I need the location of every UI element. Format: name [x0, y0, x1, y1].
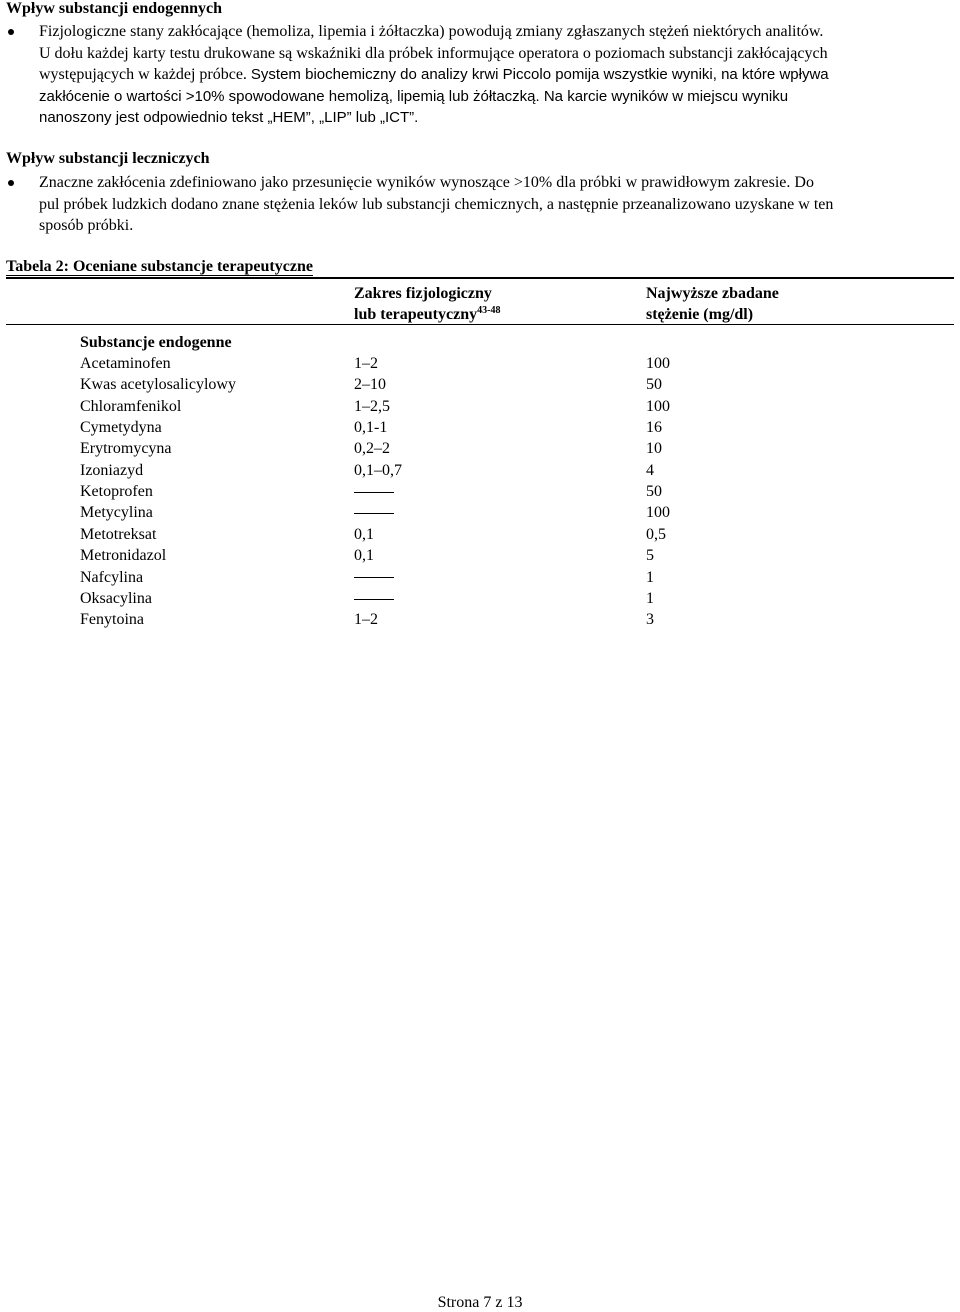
cell-substance: Erytromycyna [80, 440, 172, 458]
cell-range-dash [354, 481, 394, 502]
cell-max-concentration: 4 [646, 461, 654, 479]
cell-max-concentration: 5 [646, 547, 654, 565]
header-line: Zakres fizjologiczny [354, 285, 492, 302]
cell-max-concentration: 100 [646, 504, 670, 522]
column-header-range [354, 283, 500, 325]
cell-substance: Fenytoina [80, 611, 144, 629]
cell-range: 0,1–0,7 [354, 461, 402, 479]
table-row [0, 524, 960, 545]
table-row [0, 502, 960, 523]
text-line: Znaczne zakłócenia zdefiniowano jako przesunięcie wyników wynoszące >10% dla próbki w prawidłowym zakresie. Do [39, 174, 814, 191]
cell-range: 0,2–2 [354, 440, 390, 458]
cell-range-dash [354, 588, 394, 609]
section-heading-drugs: Wpływ substancji leczniczych [6, 150, 210, 167]
text-line [39, 64, 959, 86]
table-caption [6, 258, 313, 276]
header-line [354, 304, 500, 325]
dash-icon [354, 599, 394, 600]
text-line: zakłócenie o wartości >10% spowodowane hemolizą, lipemią lub żółtaczką. Na karcie wyników w miejscu wyniku [39, 87, 789, 105]
cell-max-concentration: 3 [646, 611, 654, 629]
cell-max-concentration: 100 [646, 397, 670, 415]
cell-max-concentration: 16 [646, 419, 662, 437]
header-line: stężenie (mg/dl) [646, 306, 754, 323]
cell-range: 1–2 [354, 611, 378, 629]
cell-range: 1–2 [354, 355, 378, 372]
dash-icon [354, 492, 394, 493]
cell-max-concentration: 1 [646, 568, 654, 586]
table-group-label: Substancje endogenne [80, 334, 232, 351]
dash-icon [354, 577, 394, 578]
cell-substance: Cymetydyna [80, 419, 162, 437]
cell-range: 0,1-1 [354, 419, 388, 437]
table-row [0, 567, 960, 588]
cell-range-dash [354, 502, 394, 523]
table-row [0, 588, 960, 609]
cell-substance: Kwas acetylosalicylowy [80, 376, 236, 394]
table-row [0, 417, 960, 438]
cell-range-dash [354, 567, 394, 588]
table-row [0, 438, 960, 459]
bullet-dot-icon [8, 180, 14, 186]
cell-substance: Chloramfenikol [80, 397, 182, 415]
bullet-text [39, 21, 959, 129]
table-row [0, 353, 960, 374]
text-line: Fizjologiczne stany zakłócające (hemoliza, lipemia i żółtaczka) powodują zmiany zgłaszanych stężeń niektórych analitów. [39, 23, 824, 40]
table-row [0, 609, 960, 630]
cell-range: 1–2,5 [354, 397, 390, 415]
table-row [0, 545, 960, 566]
cell-range: 0,1 [354, 547, 374, 565]
table-caption-text: Tabela 2: Oceniane substancje terapeutyczne [6, 258, 313, 275]
header-text: lub terapeutyczny [354, 306, 478, 323]
text-fragment-sans: System biochemiczny do analizy krwi Piccolo pomija wszystkie wyniki, na które wpływa [250, 66, 829, 83]
cell-substance: Ketoprofen [80, 483, 153, 501]
table-row [0, 396, 960, 417]
cell-substance: Metotreksat [80, 525, 157, 543]
cell-max-concentration: 10 [646, 440, 662, 458]
column-header-max-concentration [646, 283, 779, 325]
cell-substance: Metronidazol [80, 547, 167, 565]
cell-max-concentration: 100 [646, 355, 670, 372]
cell-substance: Metycylina [80, 504, 153, 522]
reference-superscript: 43-48 [477, 305, 501, 316]
text-fragment: występujących w każdej próbce. [39, 66, 251, 83]
table-header-rule [6, 324, 954, 325]
text-line: pul próbek ludzkich dodano znane stężenia leków lub substancji chemicznych, a następnie przeanalizowano uzyskane w ten [39, 195, 834, 213]
bullet-dot-icon [8, 29, 14, 35]
cell-substance: Acetaminofen [80, 355, 171, 372]
cell-substance: Oksacylina [80, 589, 152, 607]
cell-max-concentration: 50 [646, 376, 662, 394]
page-number: Strona 7 z 13 [437, 1294, 523, 1311]
cell-range: 0,1 [354, 525, 374, 543]
bullet-text [39, 172, 959, 237]
table-top-rule [6, 277, 954, 279]
cell-max-concentration: 1 [646, 589, 654, 607]
header-line: Najwyższe zbadane [646, 285, 779, 302]
table-row [0, 481, 960, 502]
dash-icon [354, 513, 394, 514]
cell-substance: Izoniazyd [80, 461, 144, 479]
text-line: nanoszony jest odpowiednio tekst „HEM”, „LIP” lub „ICT”. [39, 109, 419, 126]
text-line: U dołu każdej karty testu drukowane są wskaźniki dla próbek informujące operatora o poziomach substancji zakłócających [39, 44, 828, 62]
section-heading-endogenous: Wpływ substancji endogennych [6, 0, 223, 17]
table-row [0, 374, 960, 395]
table-row [0, 460, 960, 481]
cell-range: 2–10 [354, 376, 386, 394]
text-line: sposób próbki. [39, 217, 134, 234]
cell-max-concentration: 50 [646, 483, 662, 501]
cell-max-concentration: 0,5 [646, 525, 666, 543]
cell-substance: Nafcylina [80, 568, 144, 586]
